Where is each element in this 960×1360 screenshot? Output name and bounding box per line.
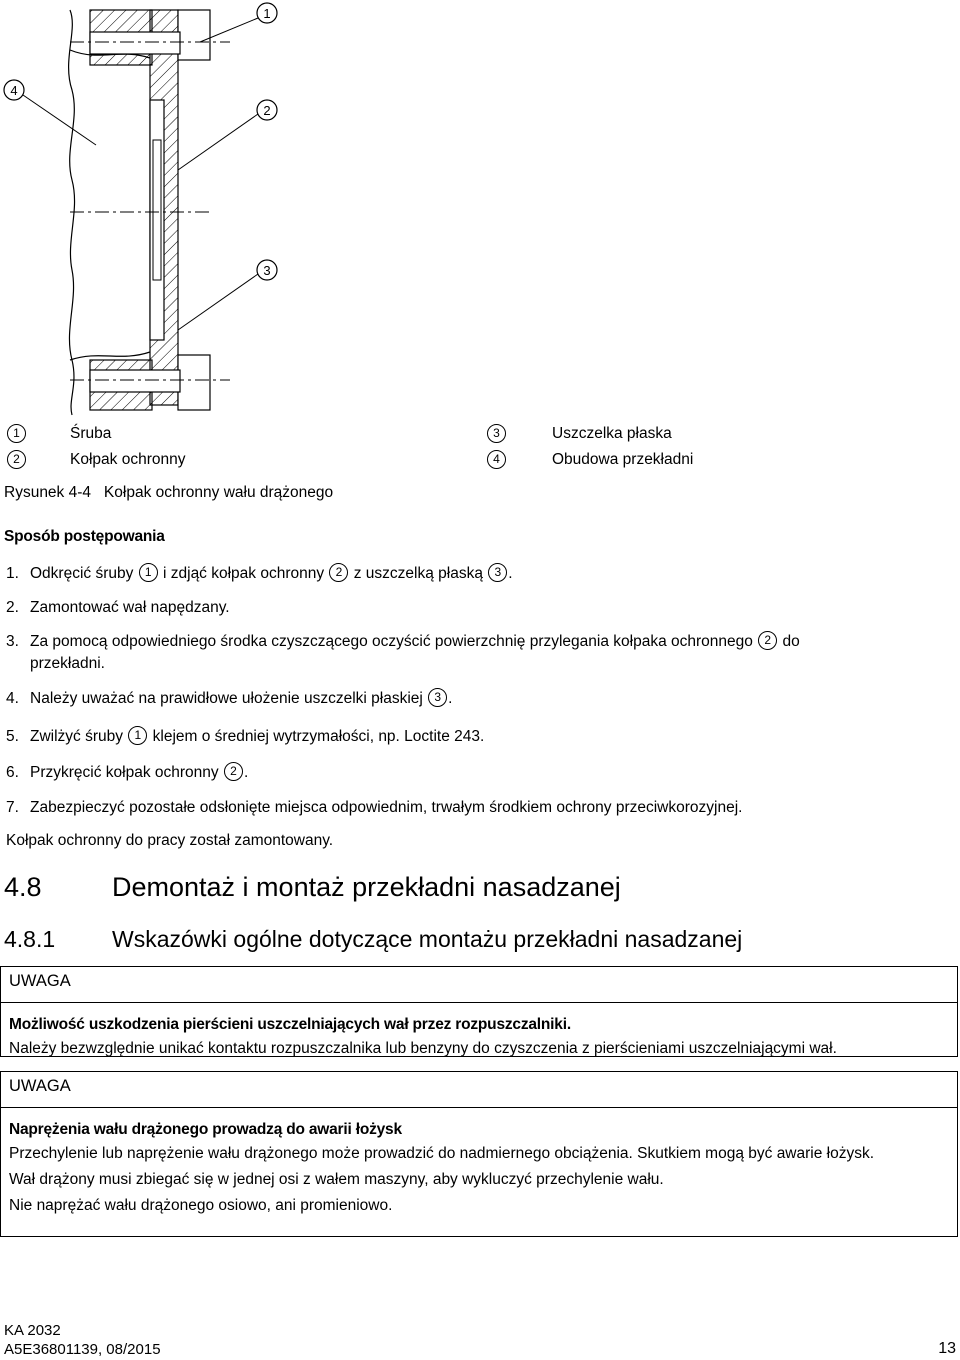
callout-3: [257, 260, 277, 280]
notice-divider: [1, 1107, 957, 1108]
notice-text: Przechylenie lub naprężenie wału drążonego może prowadzić do nadmiernego obciążenia. Skutkiem mogą być awarie łożysk.: [9, 1145, 875, 1162]
svg-text:4: 4: [10, 83, 18, 98]
procedure-heading: Sposób postępowania: [4, 528, 165, 545]
ref-number: 1: [128, 726, 147, 745]
legend-text: Uszczelka płaska: [552, 425, 672, 442]
ref-number: 2: [758, 631, 777, 650]
step-3: [6, 631, 906, 675]
legend-text: Kołpak ochronny: [70, 451, 186, 468]
step-text: z uszczelką płaską: [353, 565, 483, 582]
ref-number: 2: [224, 762, 243, 781]
ref-number: 2: [329, 563, 348, 582]
step-2: [6, 597, 906, 619]
step-number: 7.: [6, 799, 19, 816]
notice-title: UWAGA: [9, 972, 71, 990]
step-text: .: [243, 764, 249, 781]
step-5: [6, 726, 906, 748]
legend-text: Obudowa przekładni: [552, 451, 694, 468]
notice-bold-text: Możliwość uszkodzenia pierścieni uszczelniających wał przez rozpuszczalniki.: [9, 1016, 571, 1033]
notice-box: [0, 1071, 958, 1237]
notice-divider: [1, 1002, 957, 1003]
callout-2: [257, 100, 277, 120]
step-number: 1.: [6, 565, 19, 582]
legend-item: [486, 425, 672, 444]
notice-title: UWAGA: [9, 1077, 71, 1095]
subsection-title: Wskazówki ogólne dotyczące montażu przekładni nasadzanej: [112, 926, 743, 952]
notice-text: Należy bezwzględnie unikać kontaktu rozpuszczalnika lub benzyny do czyszczenia z pierścieniami uszczelniającymi wał.: [9, 1040, 837, 1057]
step-1: [6, 563, 906, 585]
notice-box: [0, 966, 958, 1057]
step-number: 5.: [6, 728, 19, 745]
step-text: Odkręcić śruby: [30, 565, 134, 582]
ref-number: 1: [139, 563, 158, 582]
section-title: Demontaż i montaż przekładni nasadzanej: [112, 872, 621, 902]
notice-text: Wał drążony musi zbiegać się w jednej osi z wałem maszyny, aby wykluczyć przechylenie wału.: [9, 1171, 664, 1188]
legend-number: 4: [487, 450, 506, 469]
step-text: Zwilżyć śruby: [30, 728, 124, 745]
svg-text:2: 2: [263, 103, 271, 118]
ref-number: 3: [428, 688, 447, 707]
svg-text:3: 3: [263, 263, 271, 278]
footer-doc-title: KA 2032: [4, 1322, 61, 1339]
legend-item: [6, 451, 186, 470]
callout-1: [257, 3, 277, 23]
subsection-number: 4.8.1: [4, 926, 56, 952]
step-text: klejem o średniej wytrzymałości, np. Loctite 243.: [152, 728, 485, 745]
step-number: 3.: [6, 633, 19, 650]
legend-text: Śruba: [70, 425, 112, 442]
result-text: Kołpak ochronny do pracy został zamontowany.: [6, 832, 334, 849]
footer-doc-ref: A5E36801139, 08/2015: [4, 1341, 161, 1358]
notice-bold-text: Naprężenia wału drążonego prowadzą do awarii łożysk: [9, 1121, 402, 1138]
step-number: 4.: [6, 690, 19, 707]
legend-number: 2: [7, 450, 26, 469]
step-text: Należy uważać na prawidłowe ułożenie uszczelki płaskiej: [30, 690, 423, 707]
step-text: do: [782, 633, 800, 650]
step-text: .: [508, 565, 513, 582]
ref-number: 3: [488, 563, 507, 582]
section-heading: [4, 872, 621, 903]
step-text: i zdjąć kołpak ochronny: [163, 565, 325, 582]
step-text: Zamontować wał napędzany.: [30, 599, 230, 616]
legend-number: 1: [7, 424, 26, 443]
svg-text:1: 1: [263, 6, 271, 21]
legend-number: 3: [487, 424, 506, 443]
section-number: 4.8: [4, 872, 42, 902]
protective-cap-drawing: [0, 0, 960, 420]
step-6: [6, 762, 906, 784]
notice-text: Nie naprężać wału drążonego osiowo, ani promieniowo.: [9, 1197, 393, 1214]
figure-caption: Rysunek 4-4 Kołpak ochronny wału drążonego: [4, 484, 334, 501]
step-text: Zabezpieczyć pozostałe odsłonięte miejsca odpowiednim, trwałym środkiem ochrony przeciwkorozyjnej.: [30, 799, 743, 816]
page-number: 13: [938, 1340, 956, 1357]
step-text: Za pomocą odpowiedniego środka czyszczącego oczyścić powierzchnię przylegania kołpaka ochronnego: [30, 633, 753, 650]
legend-item: [6, 425, 112, 444]
step-7: [6, 797, 906, 819]
step-text-continued: przekładni.: [30, 655, 105, 672]
legend-item: [486, 451, 694, 470]
step-4: [6, 688, 906, 710]
step-number: 6.: [6, 764, 19, 781]
step-text: Przykręcić kołpak ochronny: [30, 764, 219, 781]
subsection-heading: [4, 926, 742, 953]
step-text: .: [448, 690, 453, 707]
step-number: 2.: [6, 599, 19, 616]
callout-4: [4, 80, 24, 100]
